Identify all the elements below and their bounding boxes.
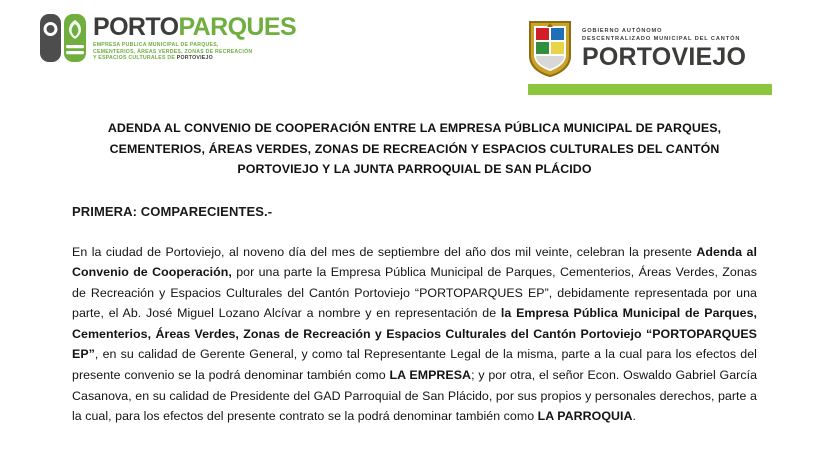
gad-text-block bbox=[582, 27, 746, 71]
para-bold-4: LA PARROQUIA bbox=[537, 409, 633, 424]
document-body bbox=[0, 118, 829, 427]
title-line-1: ADENDA AL CONVENIO DE COOPERACIÓN ENTRE LA EMPRESA PÚBLICA MUNICIPAL DE PARQUES, bbox=[107, 121, 722, 135]
gad-logo-row bbox=[527, 20, 773, 78]
portoparques-leaf-logo bbox=[40, 14, 86, 62]
para-seg-4: ; y por otra, el señor Econ. Oswaldo Gabriel García Casanova, en su calidad de Presidente del GAD Parroquial de San Plácido, por sus propios y personales derechos, parte a la cual, para los efectos del presente contrato se la podrá denominar también como bbox=[72, 368, 758, 424]
para-seg-3: , en su calidad de Gerente General, y como tal Representante Legal de la misma, parte a la cual para los efectos del presente convenio se la podrá denominar también como bbox=[72, 347, 757, 383]
gad-line1: GOBIERNO AUTÓNOMO bbox=[582, 28, 663, 34]
para-bold-3: LA EMPRESA bbox=[389, 368, 472, 383]
logo-tagline-line3b: PORTOVIEJO bbox=[176, 55, 213, 62]
gad-portoviejo-logo bbox=[527, 20, 773, 95]
gad-line2: DESCENTRALIZADO MUNICIPAL DEL CANTÓN bbox=[582, 36, 741, 42]
logo-tagline bbox=[93, 42, 296, 62]
portoparques-logo bbox=[40, 14, 296, 62]
para-bold-2: la Empresa Pública Municipal de Parques, Cementerios, Áreas Verdes, Zonas de Recreación y Espacios Culturales del Cantón Portoviejo “PORTOPARQUES EP” bbox=[72, 306, 758, 362]
logo-text bbox=[93, 14, 296, 62]
clause-heading-primera: PRIMERA: COMPARECIENTES.- bbox=[72, 203, 273, 219]
para-seg-2: por una parte la Empresa Pública Municipal de Parques, Cementerios, Áreas Verdes, Zonas de Recreación y Espacios Culturales del Cantón Portoviejo “PORTOPARQUES EP”, debidamente representada por una parte, el Ab. José Miguel Lozano Alcívar a nombre y en representación de bbox=[72, 265, 757, 321]
document-header bbox=[0, 0, 829, 110]
gad-city-name: PORTOVIEJO bbox=[582, 43, 747, 71]
logo-tagline-line3a: Y ESPACIOS CULTURALES DE bbox=[93, 55, 177, 62]
para-seg-1: En la ciudad de Portoviejo, al noveno día del mes de septiembre del año dos mil veinte, celebran la presente bbox=[72, 244, 697, 259]
green-accent-bar bbox=[528, 84, 772, 95]
logo-tagline-line2: CEMENTERIOS, ÁREAS VERDES, ZONAS DE RECREACIÓN bbox=[93, 48, 253, 55]
title-line-2: CEMENTERIOS, ÁREAS VERDES, ZONAS DE RECREACIÓN Y ESPACIOS CULTURALES DEL CANTÓN bbox=[109, 141, 720, 156]
logo-word-parques: PARQUES bbox=[178, 13, 297, 41]
logo-word-porto: PORTO bbox=[93, 13, 179, 41]
logo-wordmark bbox=[93, 14, 296, 40]
logo-tagline-line1: EMPRESA PUBLICA MUNICIPAL DE PARQUES, bbox=[93, 42, 219, 48]
title-line-3: PORTOVIEJO Y LA JUNTA PARROQUIAL DE SAN PLÁCIDO bbox=[237, 162, 592, 176]
document-title bbox=[79, 118, 751, 180]
portoviejo-coat-of-arms bbox=[527, 20, 573, 78]
clause-primera-paragraph bbox=[72, 242, 757, 427]
para-seg-5: . bbox=[632, 409, 637, 424]
para-bold-1: Adenda al Convenio de Cooperación, bbox=[72, 244, 757, 280]
